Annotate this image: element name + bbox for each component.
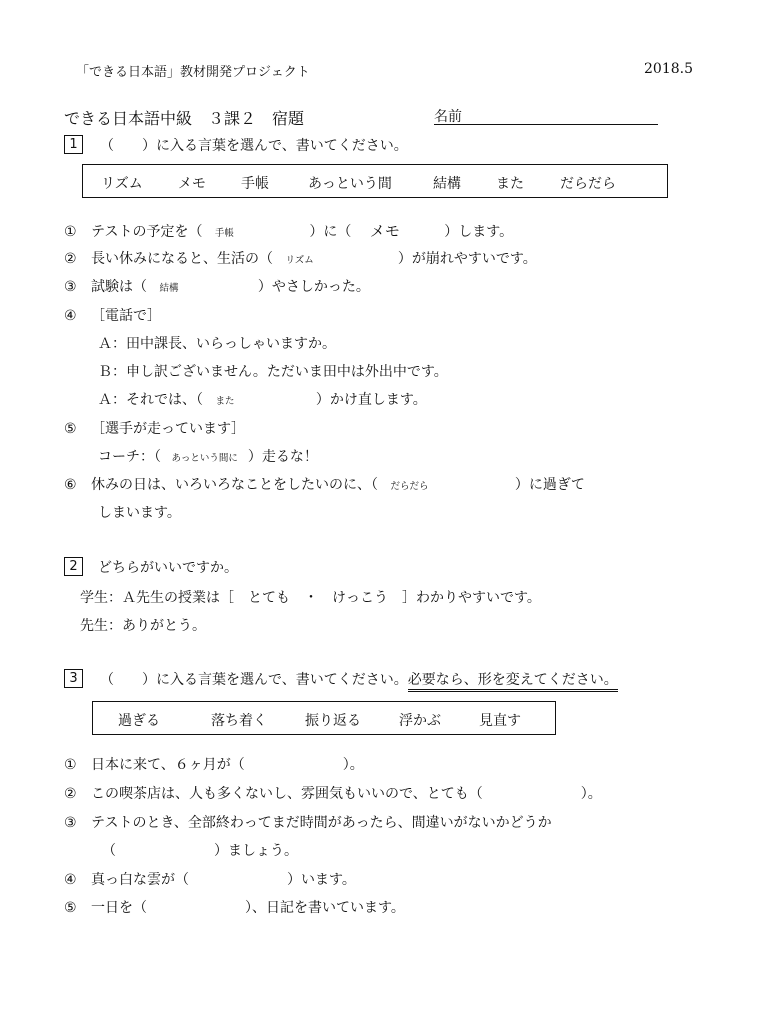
word-item: 手帳 <box>241 176 269 192</box>
section2-number: 2 <box>64 557 83 576</box>
answer-1a[interactable]: 手帳 <box>214 228 234 239</box>
question-marker: ⑤ <box>64 900 77 916</box>
answer-5[interactable]: あっという間に <box>171 453 238 464</box>
dialogue-line: コーチ：（ あっという間に ）走るな！ <box>98 449 318 465</box>
s3-question-4[interactable]: ④ 真っ白な雲が（ ）います。 <box>64 872 356 888</box>
question-3: ③ 試験は（ 結構 ）やさしかった。 <box>64 279 370 295</box>
question-6: ⑥ 休みの日は、いろいろなことをしたいのに、（ だらだら ）に過ぎて <box>64 477 585 493</box>
answer-2[interactable]: リズム <box>285 255 314 266</box>
s3-question-1[interactable]: ① 日本に来て、６ヶ月が（ ）。 <box>64 757 364 773</box>
section1-number: 1 <box>64 135 83 154</box>
word-item: 落ち着く <box>211 713 267 729</box>
answer-1b[interactable]: メモ <box>369 222 400 240</box>
question-2: ② 長い休みになると、生活の（ リズム ）が崩れやすいです。 <box>64 251 537 267</box>
dialogue-line: Ａ：田中課長、いらっしゃいますか。 <box>98 336 336 352</box>
section2-instruction: どちらがいいですか。 <box>98 560 238 576</box>
question-marker: ⑤ <box>64 421 77 437</box>
word-item: 過ぎる <box>118 713 160 729</box>
s3-question-3-continued[interactable]: （ ）ましょう。 <box>102 843 298 859</box>
s3-question-2[interactable]: ② この喫茶店は、人も多くないし、雰囲気もいいので、とても（ ）。 <box>64 786 602 802</box>
project-name: 「できる日本語」教材開発プロジェクト <box>76 65 310 80</box>
word-item: また <box>496 176 524 192</box>
section3-note: 必要なら、形を変えてください。 <box>408 672 618 692</box>
question-marker: ④ <box>64 872 77 888</box>
s3-question-5[interactable]: ⑤ 一日を（ ）、日記を書いています。 <box>64 900 405 916</box>
word-item: メモ <box>178 176 206 192</box>
section2-line-1[interactable]: 学生：Ａ先生の授業は［ とても ・ けっこう ］わかりやすいです。 <box>80 590 541 606</box>
question-marker: ⑥ <box>64 477 77 493</box>
answer-6[interactable]: だらだら <box>390 481 429 492</box>
word-item: 見直す <box>479 713 521 729</box>
section1-word-box <box>82 164 668 198</box>
answer-4[interactable]: また <box>215 396 235 407</box>
question-marker: ② <box>64 251 77 267</box>
dialogue-line: Ａ：それでは、（ また ）かけ直します。 <box>98 392 427 408</box>
word-item: 浮かぶ <box>399 713 441 729</box>
answer-3[interactable]: 結構 <box>159 283 179 294</box>
question-1: ① テストの予定を（ 手帳 ）に（ メモ ）します。 <box>64 222 514 240</box>
question-6-continued: しまいます。 <box>98 505 181 521</box>
question-marker: ② <box>64 786 77 802</box>
word-item: あっという間 <box>308 176 392 192</box>
section3-instruction: （ ）に入る言葉を選んで、書いてください。必要なら、形を変えてください。 <box>100 669 618 689</box>
section3-number: 3 <box>64 669 83 688</box>
name-input-line[interactable] <box>434 124 658 125</box>
document-date: 2018.5 <box>644 61 693 77</box>
word-item: 結構 <box>433 176 461 192</box>
question-marker: ④ <box>64 308 77 324</box>
question-marker: ① <box>64 757 77 773</box>
word-item: だらだら <box>560 176 616 192</box>
page-title: できる日本語中級 ３課２ 宿題 <box>64 109 305 128</box>
word-item: リズム <box>101 176 143 192</box>
word-item: 振り返る <box>305 713 361 729</box>
s3-question-3[interactable]: ③ テストのとき、全部終わってまだ時間があったら、間違いがないかどうか <box>64 815 552 831</box>
section1-instruction: （ ）に入る言葉を選んで、書いてください。 <box>100 138 408 154</box>
question-marker: ③ <box>64 279 77 295</box>
section3-word-box <box>92 701 556 735</box>
question-marker: ① <box>64 224 77 240</box>
section2-line-2: 先生：ありがとう。 <box>80 618 206 634</box>
name-label: 名前 <box>434 109 462 125</box>
question-4: ④ ［電話で］ <box>64 308 162 324</box>
question-5: ⑤ ［選手が走っています］ <box>64 421 246 437</box>
question-marker: ③ <box>64 815 77 831</box>
dialogue-line: Ｂ：申し訳ございません。ただいま田中は外出中です。 <box>98 364 448 380</box>
